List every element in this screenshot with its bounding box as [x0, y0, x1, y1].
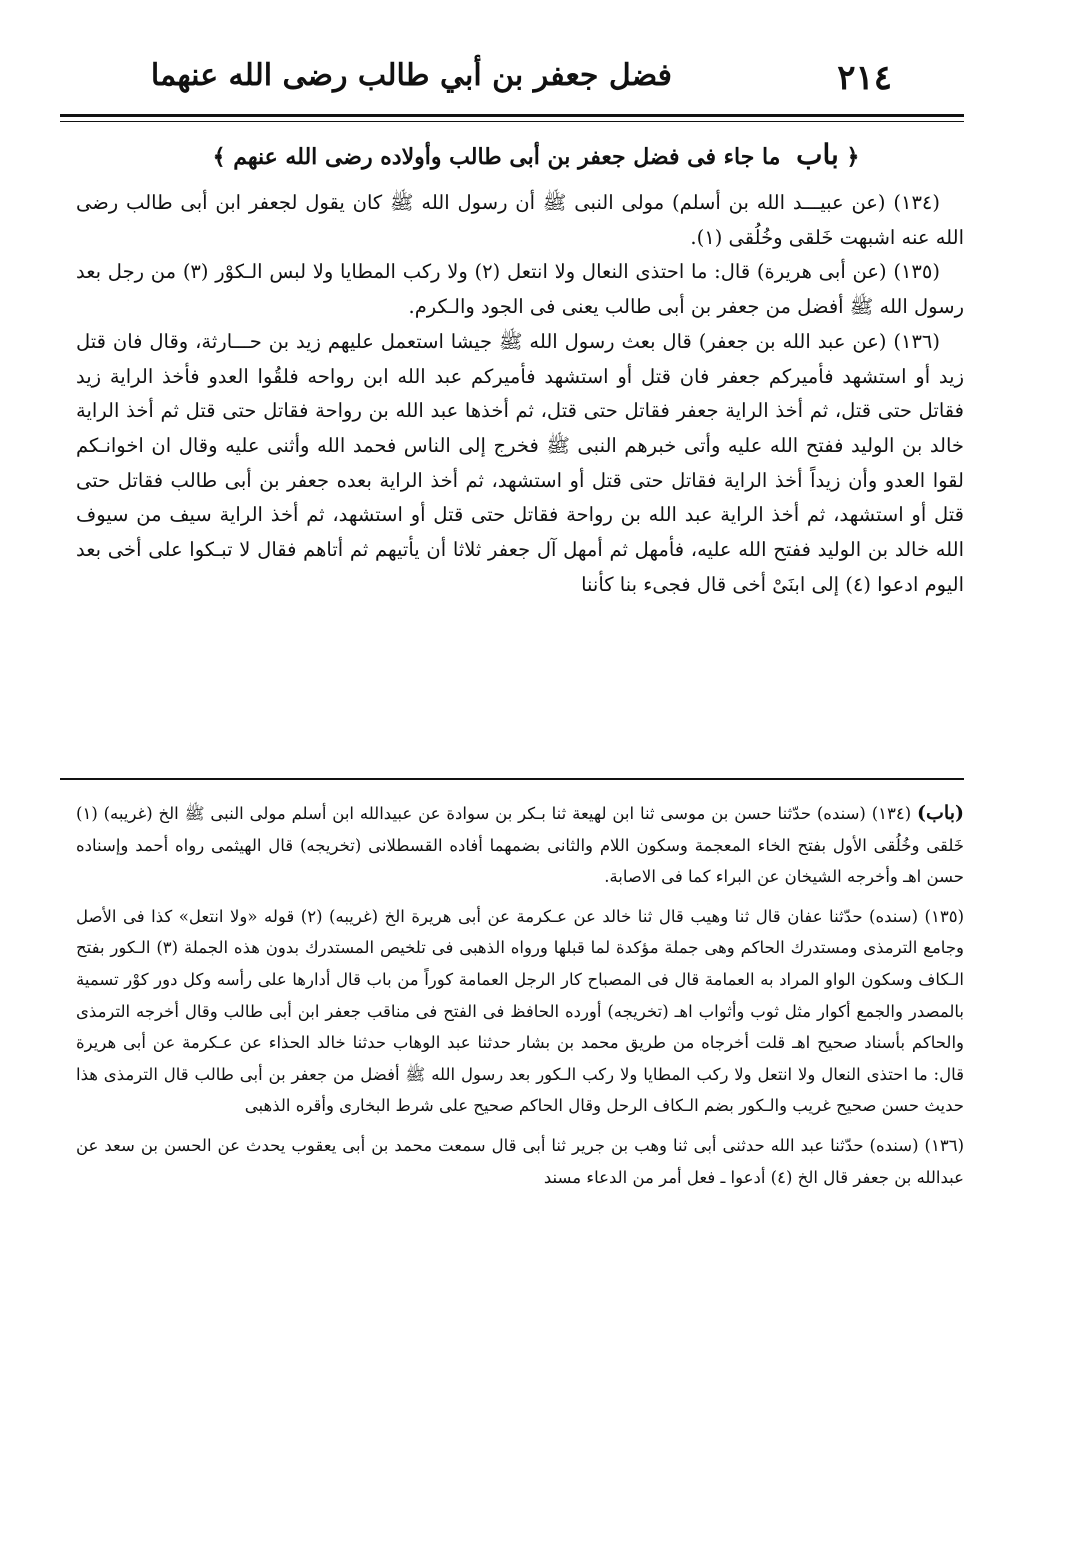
hadith-135: (١٣٥) (عن أبى هريرة) قال: ما احتذى النعال ولا انتعل (٢) ولا ركب المطايا ولا لبس الـكوْر (٣) من رجل بعد رسول الله ﷺ أفضل من جعفر بن أبى طالب يعنى فى الجود والـكرم.: [76, 260, 964, 319]
hadith-134: (١٣٤) (عن عبيـــد الله بن أسلم) مولى النبى ﷺ أن رسول الله ﷺ كان يقول لجعفر ابن أبى طالب رضى الله عنه اشبهت خَلقى وخُلُقى (١).: [76, 191, 964, 249]
chapter-title: ما جاء فى فضل جعفر بن أبى طالب وأولاده رضى الله عنهم: [233, 144, 781, 170]
main-text: [76, 186, 964, 602]
chapter-heading: ﴿ باب ما جاء فى فضل جعفر بن أبى طالب وأولاده رضى الله عنهم ﴾: [212, 138, 860, 171]
footnotes: [76, 798, 964, 1201]
header-rule-thin: [60, 121, 964, 122]
footnote-134: [76, 798, 964, 893]
footnote-134-text: (١٣٤) (سنده) حدّثنا حسن بن موسى ثنا ابن لهيعة ثنا بـكر بن سوادة عن عبيدالله ابن أسلم مولى النبى ﷺ الخ (غريبه) (١) خَلقى وخُلُقى الأول بفتح الخاء المعجمة وسكون اللام والثانى بضمهما أفاده القسطلانى (تخريجه) قال الهيثمى رواه أحمد وإسناده حسن اهـ وأخرجه الشيخان عن البراء كما فى الاصابة.: [76, 804, 964, 887]
footnote-135: (١٣٥) (سنده) حدّثنا عفان قال ثنا وهيب قال ثنا خالد عن عـكرمة عن أبى هريرة الخ (غريبه) (٢) قوله «ولا انتعل» كذا فى الأصل وجامع الترمذى ومستدرك الحاكم وهى جملة مؤكدة لما قبلها ورواه الذهبى فى تلخيص المستدرك بدون هذه الجملة (٣) الـكور بفتح الـكاف وسكون الواو المراد به العمامة قال فى المصباح كار الرجل العمامة كوراً من باب قال أدارها على رأسه وكل دور كوْر تسمية بالمصدر والجمع أكوار مثل ثوب وأثواب اهـ (تخريجه) أورده الحافظ فى الفتح فى مناقب جعفر ابن أبى طالب وقال أخرجه الترمذى والحاكم بأسناد صحيح اهـ قلت أخرجاه من طريق محمد بن بشار حدثنا عبد الوهاب حدثنا خالد الحذاء عن عـكرمة عن أبى هريرة قال: ما احتذى النعال ولا انتعل ولا ركب المطايا ولا ركب الـكور بعد رسول الله ﷺ أفضل من جعفر بن أبى طالب قال الترمذى هذا حديث حسن صحيح غريب والـكور بضم الـكاف الرحل وقال الحاكم صحيح على شرط البخارى وأقره الذهبى: [76, 906, 964, 1116]
footnote-bab-label: (باب): [917, 802, 964, 824]
footnote-divider: [60, 778, 964, 780]
page-number: ٢١٤: [837, 58, 892, 98]
footnote-136: (١٣٦) (سنده) حدّثنا عبد الله حدثنى أبى ثنا وهب بن جرير ثنا أبى قال سمعت محمد بن أبى يعقوب يحدث عن الحسن بن سعد عن عبدالله بن جعفر قال الخ (٤) أدعوا ـ فعل أمر من الدعاء مسند: [76, 1135, 964, 1187]
chapter-bab-label: باب: [796, 138, 839, 171]
hadith-136: (١٣٦) (عن عبد الله بن جعفر) قال بعث رسول الله ﷺ جيشا استعمل عليهم زيد بن حـــارثة، وقال فان قتل زيد أو استشهد فأميركم جعفر فان قتل أو استشهد فأميركم عبد الله ابن رواحه فلقُوا العدو فأخذ الراية زيد فقاتل حتى قتل، ثم أخذ الراية جعفر فقاتل حتى قتل، ثم أخذها عبد الله بن رواحة فقاتل حتى قتل ثم أخذ الراية خالد بن الوليد ففتح الله عليه وأتى خبرهم النبى ﷺ فخرج إلى الناس فحمد الله وأثنى عليه وقال ان اخوانـكم لقوا العدو وأن زيداً أخذ الراية فقاتل حتى قتل أو استشهد، ثم أخذ الراية بعده جعفر بن أبى طالب فقاتل حتى قتل أو استشهد، ثم أخذ الراية عبد الله بن رواحة فقاتل حتى قتل أو استشهد، ثم أخذ الراية سيف من سيوف الله خالد بن الوليد ففتح الله عليه، فأمهل ثم أمهل آل جعفر ثلاثا أن يأتيهم ثم أتاهم فقال لا تبـكوا على أخى بعد اليوم ادعوا (٤) إلى ابنَىْ أخى قال فجىء بنا كأننا: [76, 329, 964, 596]
header-rule: [60, 114, 964, 117]
running-title: فضل جعفر بن أبي طالب رضى الله عنهما: [150, 58, 672, 93]
